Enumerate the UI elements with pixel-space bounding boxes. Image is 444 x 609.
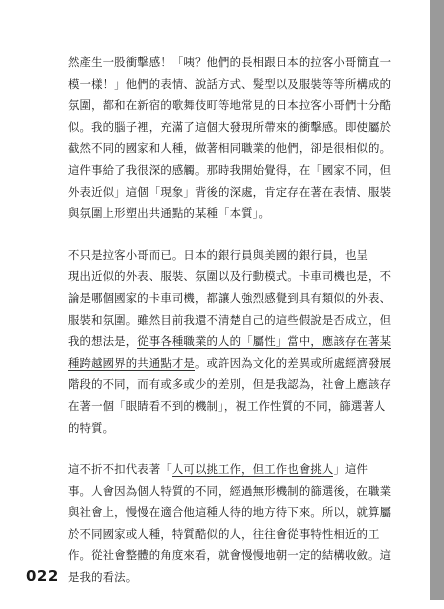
text-line-underlined (68, 459, 398, 481)
text-line: 是我的看法。 (68, 570, 138, 585)
underlined-phrase: 從事各種職業的人的「屬性」當中，應該存在著某 (137, 334, 392, 349)
text-line-underlined (68, 331, 398, 353)
body-text (68, 52, 398, 609)
text-line-underlined (68, 353, 398, 375)
page-number: 022 (26, 567, 59, 585)
text-line: 這件事給了我很深的感觸。那時我開始覺得，在「國家不同，但 (68, 162, 392, 177)
page-edge-bar (430, 0, 444, 600)
text-line: 外表近似」這個「現象」背後的深處，肯定存在著在表情、服裝 (68, 184, 392, 199)
text-line: 然產生一股衝擊感！「咦？他們的長相跟日本的拉客小哥簡直一 (68, 55, 392, 69)
text-line: 事。人會因為個人特質的不同，經過無形機制的篩選後，在職業 (68, 483, 392, 498)
text-line: 的特質。 (68, 420, 115, 435)
text-segment: 」這件 (333, 462, 369, 477)
text-line: 論是哪個國家的卡車司機，都讓人強烈感覺到具有類似的外表、 (68, 290, 392, 305)
text-segment: 這不折不扣代表著「 (68, 462, 172, 477)
text-segment: 。或許因為文化的差異或所處經濟發展 (194, 355, 392, 370)
text-line: 不只是拉客小哥而已。日本的銀行員與美國的銀行員，也呈 (68, 247, 369, 262)
text-line: 與社會上，慢慢在適合他這種人待的地方待下來。所以，就算屬 (68, 505, 392, 520)
text-line: 氛圍，都和在新宿的歌舞伎町等地常見的日本拉客小哥們十分酷 (68, 98, 392, 113)
paragraph-1 (68, 52, 398, 225)
text-line: 模一樣！」他們的表情、說話方式、髮型以及服裝等等所構成的 (68, 76, 392, 91)
text-line: 似。我的腦子裡，充滿了這個大發現所帶來的衝擊感。即使屬於 (68, 119, 392, 134)
paragraph-2 (68, 245, 398, 439)
text-line: 服裝和氛圍。雖然目前我還不清楚自己的這些假說是否成立，但 (68, 312, 392, 327)
text-line: 作。從社會整體的角度來看，就會慢慢地朝一定的結構收斂。這 (68, 548, 392, 563)
underlined-phrase: 人可以挑工作，但工作也會挑人 (171, 462, 334, 477)
text-line: 截然不同的國家和人種，做著相同職業的他們，卻是很相似的。 (68, 141, 392, 156)
underlined-phrase: 種跨越國界的共通點才是 (68, 355, 195, 370)
text-segment: 我的想法是， (68, 334, 138, 349)
text-line: 階段的不同，而有或多或少的差別，但是我認為，社會上應該存 (68, 377, 392, 392)
text-line: 與氛圍上形塑出共通點的某種「本質」。 (68, 206, 271, 221)
text-line: 在著一個「眼睛看不到的機制」，視工作性質的不同，篩選著人 (68, 398, 386, 413)
text-line: 於不同國家或人種，特質酷似的人，往往會從事特性相近的工 (68, 526, 380, 541)
text-line: 現出近似的外表、服裝、氛圍以及行動模式。卡車司機也是，不 (68, 269, 392, 284)
paragraph-3 (68, 459, 398, 589)
